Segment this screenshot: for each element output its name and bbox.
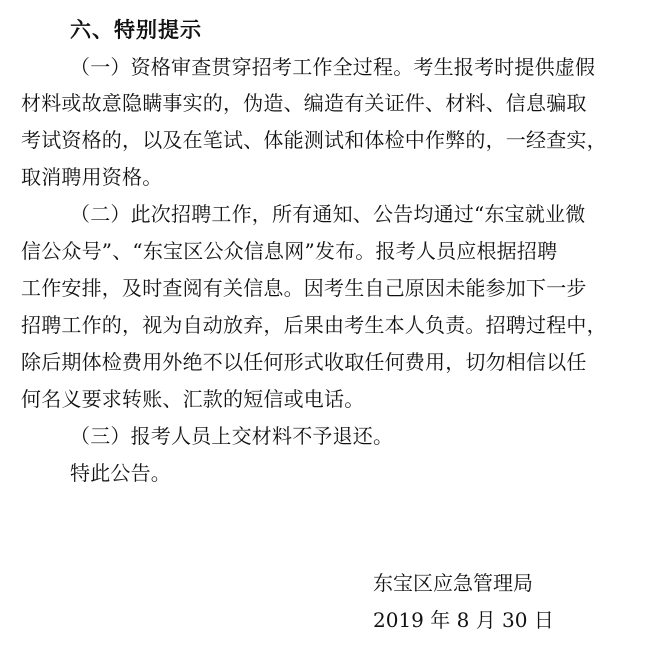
paragraph-1-line-2: 材料或故意隐瞒事实的，伪造、编造有关证件、材料、信息骗取 [21, 91, 587, 115]
paragraph-3-line-1: （三）报考人员上交材料不予退还。 [70, 424, 394, 448]
paragraph-2-line-1: （二）此次招聘工作，所有通知、公告均通过“东宝就业微 [70, 202, 586, 226]
paragraph-2-line-3: 工作安排，及时查阅有关信息。因考生自己原因未能参加下一步 [21, 276, 587, 300]
paragraph-2-line-2: 信公众号”、“东宝区公众信息网”发布。报考人员应根据招聘 [21, 239, 558, 263]
section-heading: 六、特别提示 [70, 18, 202, 42]
paragraph-1-line-3: 考试资格的，以及在笔试、体能测试和体检中作弊的，一经查实， [21, 128, 607, 152]
closing-line: 特此公告。 [70, 461, 171, 485]
paragraph-2-line-6: 何名义要求转账、汇款的短信或电话。 [21, 387, 365, 411]
signature-date: 2019 年 8 月 30 日 [373, 608, 554, 632]
paragraph-1-line-1: （一）资格审查贯穿招考工作全过程。考生报考时提供虚假 [70, 55, 596, 79]
paragraph-2-line-4: 招聘工作的，视为自动放弃，后果由考生本人负责。招聘过程中， [21, 313, 607, 337]
signature-organization: 东宝区应急管理局 [373, 571, 533, 595]
paragraph-1-line-4: 取消聘用资格。 [21, 165, 163, 189]
paragraph-2-line-5: 除后期体检费用外绝不以任何形式收取任何费用，切勿相信以任 [21, 350, 587, 374]
